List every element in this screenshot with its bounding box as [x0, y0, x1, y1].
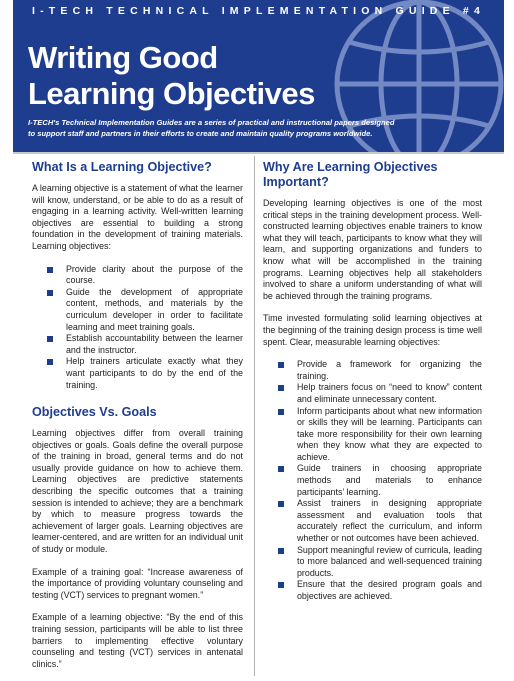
- right-column: [263, 160, 482, 614]
- paragraph-goal-example: Example of a training goal: “Increase awareness of the importance of providing voluntary counseling and testing (VCT) services to pregnant women.”: [32, 566, 243, 600]
- tagline-line-1: I-TECH's Technical Implementation Guides are a series of practical and instructional papers designed: [28, 118, 395, 127]
- list-item: Guide trainers in choosing appropriate methods and materials to enhance participants’ learning.: [297, 463, 482, 497]
- list-item: Provide a framework for organizing the training.: [297, 359, 482, 381]
- list-item: Support meaningful review of curricula, leading to more balanced and well-sequenced training products.: [297, 544, 482, 578]
- header-divider: [13, 152, 504, 154]
- list-item: Guide the development of appropriate content, methods, and materials by the curriculum developer in order to facilitate learning and meet training goals.: [66, 286, 243, 332]
- title-line-2: Learning Objectives: [28, 76, 315, 111]
- list-item: Provide clarity about the purpose of the course.: [66, 263, 243, 286]
- tagline: [28, 117, 395, 139]
- section-heading-why-important: Why Are Learning Objectives Important?: [263, 160, 438, 189]
- list-item: Help trainers focus on “need to know” content and eliminate unnecessary content.: [297, 382, 482, 404]
- paragraph-definition: A learning objective is a statement of what the learner will know, understand, or be able to do as a result of engaging in a learning activity. Well-written learning objectives are essential to building a strong foundation in the development of training materials. Learning objectives:: [32, 183, 243, 251]
- paragraph-objective-example: Example of a learning objective: “By the end of this training session, participants will be able to list three barriers to implementing effective voluntary counseling and testing (VCT) services in antenatal clinics.”: [32, 612, 243, 669]
- list-item: Inform participants about what new information or skills they will be learning. Participants can take more responsibility for their own learning when they know what they are expected to achieve.: [297, 405, 482, 462]
- paragraph-time-invested: Time invested formulating solid learning objectives at the beginning of the training design process is time well spent. Clear, measurable learning objectives:: [263, 313, 482, 347]
- list-item: Ensure that the desired program goals and objectives are achieved.: [297, 579, 482, 601]
- list-item: Establish accountability between the learner and the instructor.: [66, 333, 243, 355]
- page-title: [28, 40, 315, 112]
- list-item: Assist trainers in designing appropriate assessment and evaluation tools that accurately reflect the curriculum, and inform whether or not outcomes have been achieved.: [297, 498, 482, 544]
- header-banner: [13, 0, 504, 152]
- measurable-objectives-list: [263, 359, 482, 602]
- paragraph-importance: Developing learning objectives is one of the most critical steps in the training development process. Well-constructed learning objectives enable trainers to know what they will teach, participants to know what they will learn, and supporting organizations and funders to know what will be accomplished in the training programs. Learning objectives help all stakeholders involved to share a uniform understanding of what will be achieved through the training programs.: [263, 198, 482, 301]
- section-heading-objectives-vs-goals: Objectives Vs. Goals: [32, 405, 157, 420]
- left-column: [32, 160, 243, 681]
- section-heading-what-is: What Is a Learning Objective?: [32, 160, 212, 174]
- title-line-1: Writing Good: [28, 40, 218, 75]
- column-divider: [254, 156, 255, 676]
- series-title: I-TECH TECHNICAL IMPLEMENTATION GUIDE #4: [31, 5, 485, 17]
- tagline-line-2: to support staff and partners in their efforts to create and maintain quality programs worldwide.: [28, 129, 373, 138]
- paragraph-goals: Learning objectives differ from overall training objectives or goals. Goals define the overall purpose of the training in broad, general terms and do not usually provide guidance on how to achieve them. Learning objectives are predictive statements describing the specific outcomes that a training session is intended to achieve; they are a benchmark by which to measure progress towards the achievement of larger goals. Learning objectives are learner-centered, and are written for an individual unit of study or module.: [32, 428, 243, 555]
- list-item: Help trainers articulate exactly what they want participants to do by the end of the training.: [66, 356, 243, 390]
- objectives-benefits-list: [32, 264, 243, 392]
